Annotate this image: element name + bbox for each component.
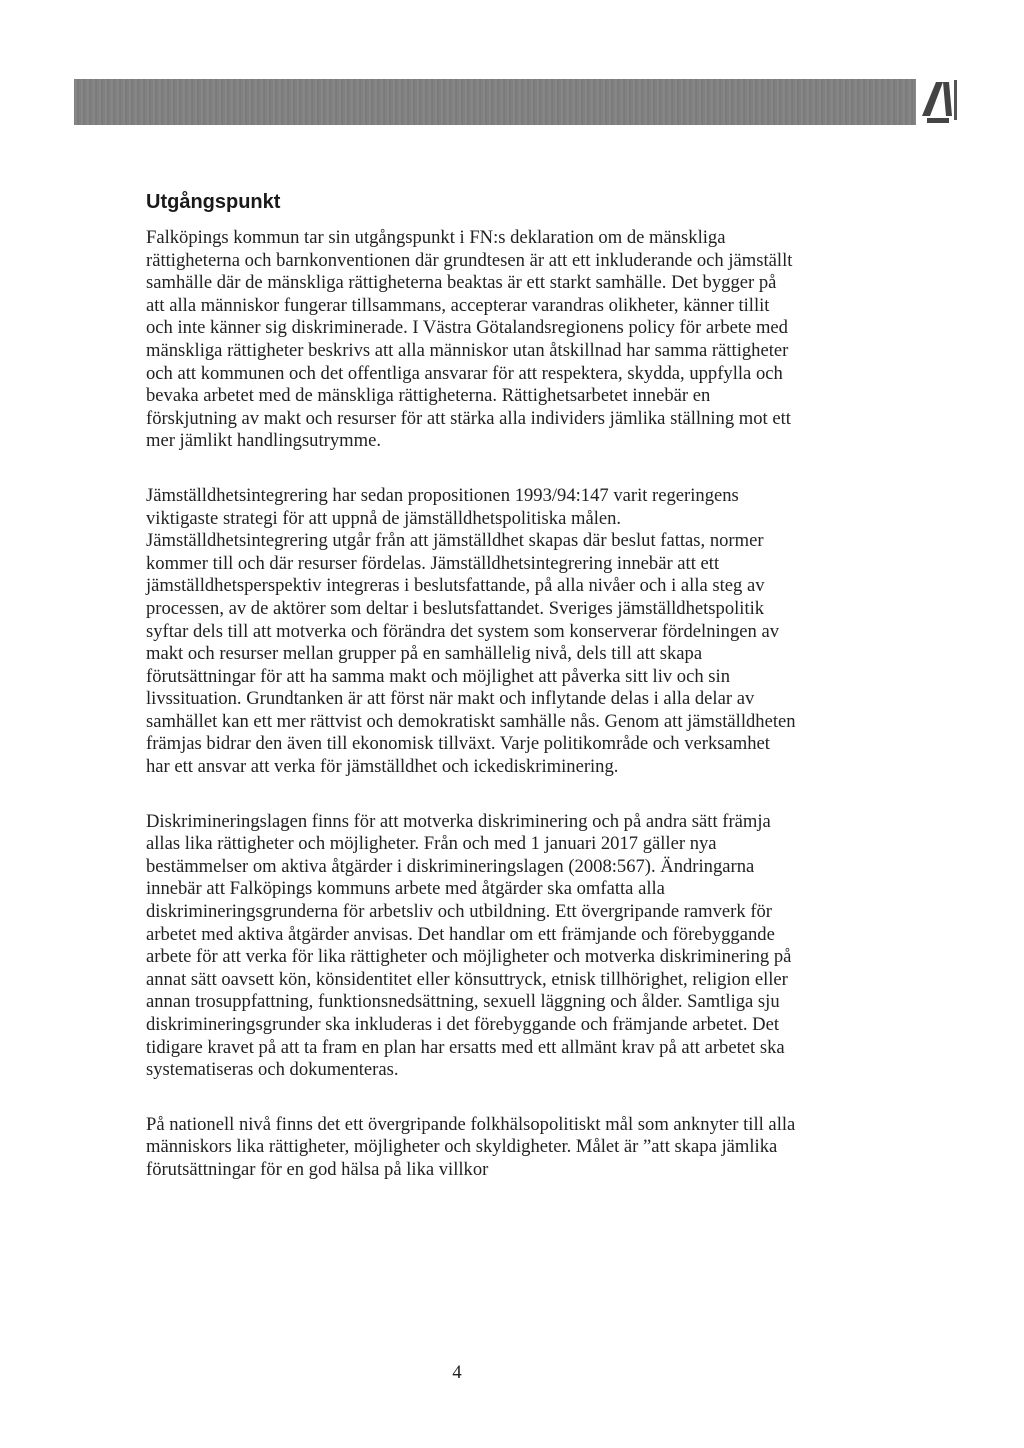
- paragraph-utgangspunkt: Falköpings kommun tar sin utgångspunkt i FN:s deklaration om de mänskliga rättigheterna och barnkonventionen där grundtesen är att ett inkluderande och jämställt samhälle där de mänskliga rättigheterna beaktas är ett starkt samhälle. Det bygger på att alla människor fungerar tillsammans, accepterar varandras olikheter, känner tillit och inte känner sig diskriminerade. I Västra Götalandsregionens policy för arbete med mänskliga rättigheter beskrivs att alla människor utan åtskillnad har samma rättigheter och att kommunen och det offentliga ansvarar för att respektera, skydda, uppfylla och bevaka arbetet med de mänskliga rättigheterna. Rättighetsarbetet innebär en förskjutning av makt och resurser för att stärka alla individers jämlika ställning mot ett mer jämlikt handlingsutrymme.: [146, 227, 793, 452]
- header-banner: [74, 79, 920, 125]
- paragraph-diskrimineringslagen: Diskrimineringslagen finns för att motverka diskriminering och på andra sätt främja allas lika rättigheter och möjligheter. Från och med 1 januari 2017 gäller nya bestämmelser om aktiva åtgärder i diskrimineringslagen (2008:567). Ändringarna innebär att Falköpings kommuns arbete med åtgärder ska omfatta alla diskrimineringsgrunderna för arbetsliv och utbildning. Ett övergripande ramverk för arbetet med aktiva åtgärder anvisas. Det handlar om ett främjande och förebyggande arbete för att verka för lika rättigheter och möjligheter och motverka diskriminering på annat sätt oavsett kön, könsidentitet eller könsuttryck, etnisk tillhörighet, religion eller annan trosuppfattning, funktionsnedsättning, sexuell läggning och ålder. Samtliga sju diskrimineringsgrunder ska inkluderas i det förebyggande och främjande arbetet. Det tidigare kravet på att ta fram en plan har ersatts med ett allmänt krav på att arbetet ska systematiseras och dokumenteras.: [146, 810, 792, 1081]
- section-heading: Utgångspunkt: [146, 191, 281, 213]
- logo-a-icon: [916, 76, 960, 130]
- paragraph-jamstalldhetsintegrering: Jämställdhetsintegrering har sedan propositionen 1993/94:147 varit regeringens viktigaste strategi för att uppnå de jämställdhetspolitiska målen. Jämställdhetsintegrering utgår från att jämställdhet skapas där beslut fattas, normer kommer till och där resurser fördelas. Jämställdhetsintegrering innebär att ett jämställdhetsperspektiv integreras i beslutsfattande, på alla nivåer och i alla steg av processen, av de aktörer som deltar i beslutsfattandet. Sveriges jämställdhetspolitik syftar dels till att motverka och förändra det system som konserverar fördelningen av makt och resurser mellan grupper på en samhällelig nivå, dels till att skapa förutsättningar för att ha samma makt och möjlighet att påverka sitt liv och sin livssituation. Grundtanken är att först när makt och inflytande delas i alla delar av samhället kan ett mer rättvist och demokratiskt samhälle nås. Genom att jämställdheten främjas bidrar den även till ekonomisk tillväxt. Varje politikområde och verksamhet har ett ansvar att verka för jämställdhet och ickediskriminering.: [146, 484, 796, 778]
- main-content: [146, 188, 796, 1214]
- page-number: 4: [452, 1362, 462, 1383]
- paragraph-nationell-niva: På nationell nivå finns det ett övergripande folkhälsopolitiskt mål som anknyter till alla människors lika rättigheter, möjligheter och skyldigheter. Målet är ”att skapa jämlika förutsättningar för en god hälsa på lika villkor: [146, 1113, 796, 1180]
